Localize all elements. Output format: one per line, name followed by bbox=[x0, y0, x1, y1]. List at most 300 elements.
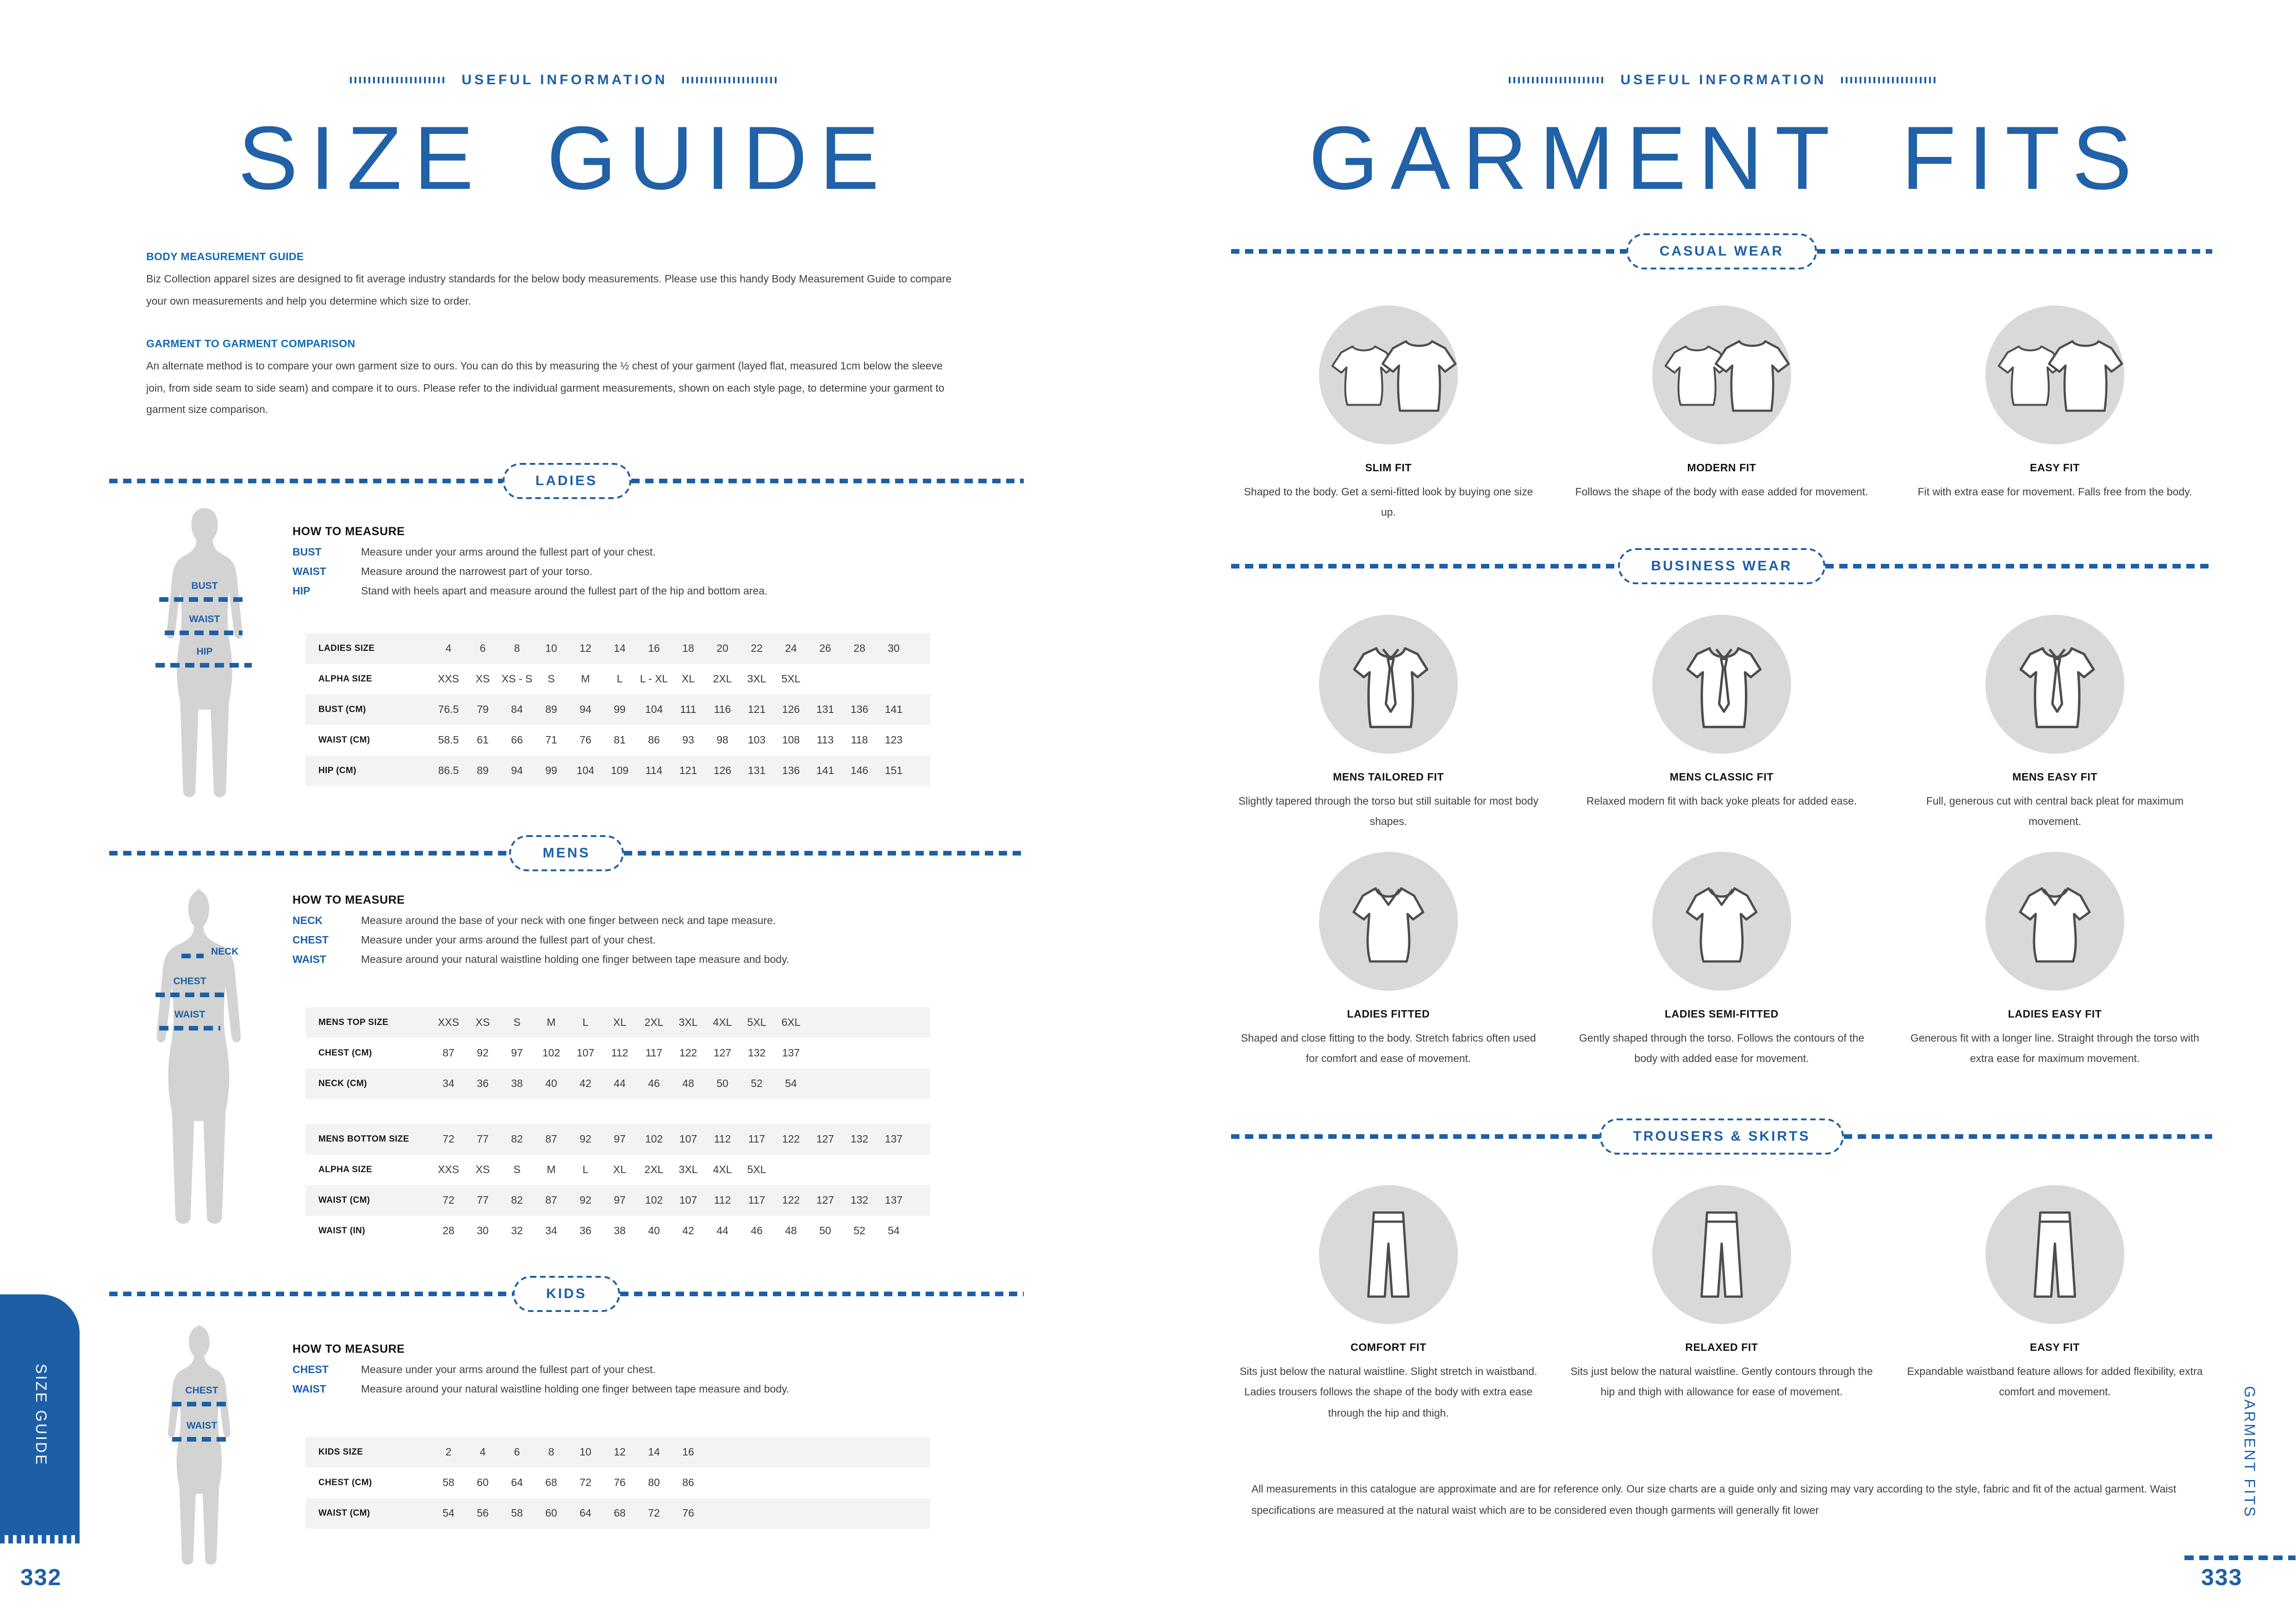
casual-wear-badge: CASUAL WEAR bbox=[1626, 233, 1817, 269]
table-cell: 126 bbox=[782, 704, 800, 715]
trousers-fits-row bbox=[1231, 1185, 2212, 1424]
table-cell: 46 bbox=[648, 1078, 660, 1089]
measure-item bbox=[292, 955, 977, 966]
table-cell: 14 bbox=[614, 643, 626, 654]
table-cell: XXS bbox=[437, 1164, 459, 1175]
table-cell: 141 bbox=[884, 704, 903, 715]
table-cell: 4XL bbox=[713, 1164, 732, 1175]
table-cell: 5XL bbox=[781, 674, 801, 685]
trousers-icon bbox=[1319, 1185, 1458, 1324]
table-cell bbox=[877, 1017, 911, 1028]
mens-badge: MENS bbox=[510, 835, 624, 871]
table-cell: 2XL bbox=[713, 674, 732, 685]
right-side-label-wrap bbox=[2240, 1359, 2257, 1544]
ladies-measure-list bbox=[292, 547, 977, 606]
table-cell: 56 bbox=[477, 1508, 489, 1519]
fit-column bbox=[1898, 615, 2212, 833]
measure-text: Measure around the base of your neck with one finger between neck and tape measure. bbox=[361, 916, 776, 927]
table-cell: 50 bbox=[716, 1078, 728, 1089]
table-cell: 136 bbox=[782, 765, 800, 776]
measure-label: WAIST bbox=[292, 1384, 326, 1395]
measure-label: CHEST bbox=[292, 935, 329, 946]
table-cell bbox=[740, 1447, 774, 1458]
table-cell: 109 bbox=[610, 765, 629, 776]
table-cell: 30 bbox=[477, 1225, 489, 1237]
table-cell: 54 bbox=[442, 1508, 454, 1519]
table-cell: 97 bbox=[511, 1048, 523, 1059]
fit-column bbox=[1564, 1185, 1879, 1424]
table-cell bbox=[808, 1017, 842, 1028]
table-cell bbox=[705, 1477, 740, 1488]
table-cell: 34 bbox=[545, 1225, 557, 1237]
measure-label: HIP bbox=[292, 586, 311, 597]
intro-heading-body-measurement: BODY MEASUREMENT GUIDE bbox=[146, 252, 304, 263]
fit-name: EASY FIT bbox=[2030, 1343, 2080, 1354]
table-cell: L - XL bbox=[640, 674, 668, 685]
fit-name: LADIES EASY FIT bbox=[2008, 1009, 2102, 1020]
table-cell: 127 bbox=[816, 1195, 834, 1206]
table-cell: 132 bbox=[747, 1048, 766, 1059]
table-cell: 50 bbox=[819, 1225, 831, 1237]
table-cell: 131 bbox=[747, 765, 766, 776]
table-cell: 36 bbox=[477, 1078, 489, 1089]
table-cell: 94 bbox=[511, 765, 523, 776]
table-cell bbox=[740, 1477, 774, 1488]
table-cell: 122 bbox=[782, 1195, 800, 1206]
table-cell: XL bbox=[681, 674, 695, 685]
table-cell: 44 bbox=[716, 1225, 728, 1237]
table-cell: 86.5 bbox=[438, 765, 459, 776]
table-row bbox=[305, 694, 930, 725]
table-row bbox=[305, 1007, 930, 1038]
table-cell: 2XL bbox=[644, 1164, 664, 1175]
measure-item bbox=[292, 1365, 977, 1376]
table-cell: 137 bbox=[782, 1048, 800, 1059]
table-cell: 104 bbox=[576, 765, 595, 776]
table-cell: 114 bbox=[645, 765, 663, 776]
measure-item bbox=[292, 547, 977, 558]
kids-badge: KIDS bbox=[513, 1276, 620, 1312]
table-cell bbox=[877, 1164, 911, 1175]
table-cell: 82 bbox=[511, 1195, 523, 1206]
table-cell: 94 bbox=[579, 704, 591, 715]
measure-label: CHEST bbox=[292, 1365, 329, 1376]
table-cell: 121 bbox=[679, 765, 697, 776]
left-page-number: 332 bbox=[20, 1565, 62, 1591]
table-cell: 76.5 bbox=[438, 704, 459, 715]
left-kicker bbox=[148, 72, 981, 88]
table-cell: 64 bbox=[579, 1508, 591, 1519]
table-cell: L bbox=[582, 1017, 589, 1028]
measure-text: Stand with heels apart and measure around the fullest part of the hip and bottom area. bbox=[361, 586, 768, 597]
table-row bbox=[305, 1185, 930, 1216]
table-row bbox=[305, 756, 930, 786]
measure-item bbox=[292, 586, 977, 597]
row-label: WAIST (CM) bbox=[318, 1195, 370, 1206]
mens-figure-neck-label: NECK bbox=[211, 946, 239, 957]
table-cell: 107 bbox=[679, 1134, 697, 1145]
dashed-divider bbox=[631, 479, 1024, 483]
table-cell bbox=[774, 1477, 808, 1488]
trousers-skirts-badge: TROUSERS & SKIRTS bbox=[1600, 1118, 1844, 1155]
measure-text: Measure under your arms around the fullest part of your chest. bbox=[361, 547, 656, 558]
ladies-top-icon bbox=[1319, 852, 1458, 991]
fit-name: LADIES FITTED bbox=[1347, 1009, 1430, 1020]
table-cell: 107 bbox=[679, 1195, 697, 1206]
mens-figure-waist-label: WAIST bbox=[174, 1009, 205, 1020]
ladies-how-to-measure-title: HOW TO MEASURE bbox=[292, 525, 405, 538]
fit-description: Fit with extra ease for movement. Falls free from the body. bbox=[1917, 487, 2192, 498]
fit-description: Shaped and close fitting to the body. Stretch fabrics often used for comfort and ease of movement. bbox=[1241, 1033, 1536, 1065]
right-page-number: 333 bbox=[2201, 1565, 2243, 1591]
table-cell: 112 bbox=[611, 1048, 628, 1059]
fit-column bbox=[1564, 852, 1879, 1070]
business-ladies-fits-row bbox=[1231, 852, 2212, 1070]
fit-name: MENS EASY FIT bbox=[2012, 772, 2097, 783]
measure-item bbox=[292, 935, 977, 946]
table-cell: 89 bbox=[545, 704, 557, 715]
table-cell: XS - S bbox=[501, 674, 533, 685]
table-cell bbox=[877, 674, 911, 685]
table-cell: XL bbox=[613, 1017, 627, 1028]
table-cell bbox=[877, 1078, 911, 1089]
table-row bbox=[305, 1155, 930, 1185]
fit-name: COMFORT FIT bbox=[1350, 1343, 1426, 1354]
table-cell: 60 bbox=[545, 1508, 557, 1519]
table-cell: 97 bbox=[614, 1195, 626, 1206]
table-cell: 82 bbox=[511, 1134, 523, 1145]
kids-how-to-measure-title: HOW TO MEASURE bbox=[292, 1343, 405, 1355]
ladies-size-table bbox=[305, 633, 930, 786]
table-cell: 72 bbox=[442, 1134, 454, 1145]
mens-bottom-size-table bbox=[305, 1124, 930, 1246]
table-cell: 32 bbox=[511, 1225, 523, 1237]
fit-name: LADIES SEMI-FITTED bbox=[1665, 1009, 1779, 1020]
table-cell: 102 bbox=[645, 1134, 663, 1145]
table-row bbox=[305, 1216, 930, 1246]
table-cell: 107 bbox=[576, 1048, 595, 1059]
dashed-divider bbox=[109, 479, 502, 483]
table-cell: 66 bbox=[511, 735, 523, 746]
fit-name: MENS CLASSIC FIT bbox=[1669, 772, 1774, 783]
table-cell bbox=[877, 1048, 911, 1059]
row-label: MENS TOP SIZE bbox=[318, 1018, 389, 1028]
dashed-divider bbox=[623, 851, 1024, 856]
table-cell: 116 bbox=[714, 704, 731, 715]
person-silhouette-icon bbox=[154, 1318, 250, 1578]
measure-label: BUST bbox=[292, 547, 322, 558]
measure-label: WAIST bbox=[292, 567, 326, 578]
shirt-tie-icon bbox=[1985, 615, 2124, 754]
table-cell: 40 bbox=[648, 1225, 660, 1237]
table-cell: 146 bbox=[850, 765, 869, 776]
table-cell: 42 bbox=[682, 1225, 694, 1237]
ladies-badge: LADIES bbox=[502, 463, 631, 499]
business-mens-fits-row bbox=[1231, 615, 2212, 833]
table-cell: 46 bbox=[751, 1225, 763, 1237]
tee-shirts-icon bbox=[1319, 306, 1458, 444]
table-cell: 137 bbox=[884, 1195, 903, 1206]
table-cell: 48 bbox=[682, 1078, 694, 1089]
dashed-divider bbox=[1231, 249, 1626, 254]
row-label: WAIST (CM) bbox=[318, 1508, 370, 1518]
table-row bbox=[305, 1468, 930, 1498]
fit-description: Relaxed modern fit with back yoke pleats for added ease. bbox=[1586, 796, 1857, 807]
table-cell: 86 bbox=[648, 735, 660, 746]
dashed-divider bbox=[1826, 564, 2212, 568]
dashed-divider bbox=[1844, 1134, 2213, 1139]
fit-description: Generous fit with a longer line. Straight through the torso with extra ease for maximum movement. bbox=[1910, 1033, 2199, 1065]
table-cell: 2XL bbox=[644, 1017, 664, 1028]
table-cell: 3XL bbox=[747, 674, 766, 685]
table-cell: 102 bbox=[542, 1048, 560, 1059]
right-kicker-label: USEFUL INFORMATION bbox=[1620, 72, 1827, 88]
table-cell bbox=[842, 1164, 877, 1175]
table-cell bbox=[808, 1508, 842, 1519]
fit-column bbox=[1564, 615, 1879, 833]
row-label: NECK (CM) bbox=[318, 1079, 367, 1089]
table-cell: 68 bbox=[545, 1477, 557, 1488]
row-label: LADIES SIZE bbox=[318, 643, 375, 654]
row-label: WAIST (CM) bbox=[318, 735, 370, 745]
fit-description: Sits just below the natural waistline. Gently contours through the hip and thigh with allowance for ease of movement. bbox=[1570, 1367, 1873, 1399]
fit-column bbox=[1231, 1185, 1546, 1424]
shirt-tie-icon bbox=[1652, 615, 1791, 754]
size-guide-corner-tab bbox=[0, 1294, 80, 1535]
table-cell bbox=[842, 674, 877, 685]
kids-size-table bbox=[305, 1437, 930, 1529]
measure-text: Measure around your natural waistline holding one finger between tape measure and body. bbox=[361, 1384, 790, 1395]
table-cell: 8 bbox=[514, 643, 520, 654]
table-cell: XS bbox=[475, 1164, 490, 1175]
table-cell: 68 bbox=[614, 1508, 626, 1519]
table-cell bbox=[705, 1447, 740, 1458]
table-cell: 58 bbox=[442, 1477, 454, 1488]
table-cell: 112 bbox=[714, 1195, 731, 1206]
measurements-disclaimer: All measurements in this catalogue are approximate and are for reference only. Our size charts are a guide only and sizing may vary according to the style, fabric and fit of the actual garment. Waist specifications are measured at the natural waist which are to be considered even though garments will generally fit lower bbox=[1251, 1484, 2177, 1517]
fit-description: Gently shaped through the torso. Follows the contours of the body with added ease for movement. bbox=[1579, 1033, 1865, 1065]
table-cell bbox=[705, 1508, 740, 1519]
bust-measure-line bbox=[159, 597, 248, 602]
table-cell bbox=[842, 1048, 877, 1059]
table-cell: 127 bbox=[713, 1048, 732, 1059]
tick-divider bbox=[1508, 77, 1605, 83]
fit-column bbox=[1898, 852, 2212, 1070]
table-cell: M bbox=[547, 1017, 556, 1028]
mens-figure-chest-label: CHEST bbox=[173, 976, 206, 987]
measure-item bbox=[292, 1384, 977, 1395]
tab-perforated-edge bbox=[0, 1535, 80, 1543]
fit-description: Slightly tapered through the torso but still suitable for most body shapes. bbox=[1238, 796, 1539, 828]
intro-paragraph-garment-comparison: An alternate method is to compare your own garment size to ours. You can do this by measuring the ½ chest of your garment (layed flat, measured 1cm below the sleeve join, from side seam to side seam) and compare it to ours. Please refer to the individual garment measurements, shown on each style page, to determine your garment to garment size comparison. bbox=[146, 361, 945, 416]
business-wear-badge: BUSINESS WEAR bbox=[1618, 548, 1825, 584]
table-cell: 76 bbox=[579, 735, 591, 746]
table-cell bbox=[842, 1508, 877, 1519]
table-cell: 98 bbox=[716, 735, 728, 746]
table-cell: 92 bbox=[579, 1134, 591, 1145]
measure-text: Measure around your natural waistline holding one finger between tape measure and body. bbox=[361, 955, 790, 966]
dashed-divider bbox=[1231, 1134, 1600, 1139]
chest-measure-line bbox=[172, 1402, 231, 1406]
table-cell: 38 bbox=[614, 1225, 626, 1237]
table-cell: 10 bbox=[579, 1447, 591, 1458]
table-cell: 99 bbox=[545, 765, 557, 776]
table-cell: 121 bbox=[747, 704, 766, 715]
intro-heading-garment-comparison: GARMENT TO GARMENT COMPARISON bbox=[146, 339, 355, 350]
table-cell bbox=[740, 1508, 774, 1519]
table-cell: S bbox=[548, 674, 555, 685]
tee-shirts-icon bbox=[1985, 306, 2124, 444]
waist-measure-line bbox=[159, 1026, 220, 1031]
dashed-divider bbox=[109, 1292, 513, 1296]
mens-section-badge-row bbox=[109, 835, 1024, 871]
table-cell: 117 bbox=[748, 1195, 765, 1206]
table-cell: 87 bbox=[545, 1134, 557, 1145]
table-cell: 40 bbox=[545, 1078, 557, 1089]
table-cell: 81 bbox=[614, 735, 626, 746]
table-cell: 61 bbox=[477, 735, 489, 746]
measure-text: Measure under your arms around the fullest part of your chest. bbox=[361, 935, 656, 946]
table-cell: 58.5 bbox=[438, 735, 459, 746]
measure-label: NECK bbox=[292, 916, 323, 927]
table-cell: 132 bbox=[850, 1134, 869, 1145]
table-cell: L bbox=[616, 674, 623, 685]
table-cell: XS bbox=[475, 1017, 490, 1028]
measure-label: WAIST bbox=[292, 955, 326, 966]
left-page-title: SIZE GUIDE bbox=[238, 107, 891, 208]
table-cell: 117 bbox=[748, 1134, 765, 1145]
table-cell bbox=[808, 1078, 842, 1089]
tee-shirts-icon bbox=[1652, 306, 1791, 444]
measure-item bbox=[292, 916, 977, 927]
table-cell: M bbox=[581, 674, 590, 685]
waist-measure-line bbox=[165, 631, 243, 635]
table-cell: 6 bbox=[479, 643, 486, 654]
fit-description: Expandable waistband feature allows for added flexibility, extra comfort and movement. bbox=[1907, 1367, 2203, 1399]
dashed-divider bbox=[1231, 564, 1618, 568]
table-cell: 4XL bbox=[713, 1017, 732, 1028]
table-cell: 48 bbox=[785, 1225, 797, 1237]
table-cell: 72 bbox=[579, 1477, 591, 1488]
trousers-skirts-badge-row bbox=[1231, 1118, 2212, 1155]
table-cell: 71 bbox=[545, 735, 557, 746]
dashed-divider bbox=[1817, 249, 2212, 254]
trousers-icon bbox=[1652, 1185, 1791, 1324]
table-cell: 3XL bbox=[678, 1164, 698, 1175]
table-cell: 72 bbox=[442, 1195, 454, 1206]
hip-measure-line bbox=[156, 663, 252, 668]
row-label: CHEST (CM) bbox=[318, 1478, 372, 1488]
fit-description: Full, generous cut with central back pleat for maximum movement. bbox=[1926, 796, 2184, 828]
table-cell: 86 bbox=[682, 1477, 694, 1488]
row-label: BUST (CM) bbox=[318, 705, 366, 715]
fit-column bbox=[1231, 306, 1546, 524]
tick-divider bbox=[349, 77, 447, 83]
table-cell: XXS bbox=[437, 1017, 459, 1028]
table-cell: 118 bbox=[851, 735, 868, 746]
table-cell: 113 bbox=[816, 735, 834, 746]
table-cell: 136 bbox=[850, 704, 869, 715]
table-cell: 54 bbox=[785, 1078, 797, 1089]
table-cell: 92 bbox=[477, 1048, 489, 1059]
fit-description: Sits just below the natural waistline. Slight stretch in waistband. Ladies trousers follows the shape of the body with extra ease through the hip and thigh. bbox=[1239, 1367, 1537, 1419]
table-cell: 117 bbox=[645, 1048, 663, 1059]
table-cell: 79 bbox=[477, 704, 489, 715]
table-cell bbox=[842, 1447, 877, 1458]
table-cell: 6XL bbox=[781, 1017, 801, 1028]
ladies-figure-hip-label: HIP bbox=[196, 646, 213, 657]
table-cell: L bbox=[582, 1164, 589, 1175]
chest-measure-line bbox=[156, 993, 224, 997]
table-cell: 26 bbox=[819, 643, 831, 654]
table-cell: 22 bbox=[751, 643, 763, 654]
right-page-title: GARMENT FITS bbox=[1308, 107, 2144, 208]
table-cell bbox=[808, 1164, 842, 1175]
table-cell: 93 bbox=[682, 735, 694, 746]
table-cell: 5XL bbox=[747, 1017, 766, 1028]
right-side-vertical-label: GARMENT FITS bbox=[2241, 1386, 2257, 1518]
fit-column bbox=[1231, 615, 1546, 833]
table-cell: 122 bbox=[679, 1048, 697, 1059]
row-label: ALPHA SIZE bbox=[318, 1165, 373, 1175]
table-cell: 8 bbox=[548, 1447, 554, 1458]
table-cell: 16 bbox=[682, 1447, 694, 1458]
ladies-top-icon bbox=[1652, 852, 1791, 991]
table-cell: 123 bbox=[884, 735, 903, 746]
table-cell: 52 bbox=[751, 1078, 763, 1089]
casual-wear-badge-row bbox=[1231, 233, 2212, 269]
mens-measure-list bbox=[292, 916, 977, 974]
table-row bbox=[305, 1437, 930, 1468]
table-cell: 127 bbox=[816, 1134, 834, 1145]
table-row bbox=[305, 664, 930, 694]
table-cell: 36 bbox=[579, 1225, 591, 1237]
table-cell: 80 bbox=[648, 1477, 660, 1488]
measure-text: Measure under your arms around the fullest part of your chest. bbox=[361, 1365, 656, 1376]
table-cell: 99 bbox=[614, 704, 626, 715]
measure-item bbox=[292, 567, 977, 578]
table-cell: 131 bbox=[816, 704, 834, 715]
table-cell: 141 bbox=[816, 765, 834, 776]
kids-section-badge-row bbox=[109, 1276, 1024, 1312]
table-cell bbox=[877, 1508, 911, 1519]
tick-divider bbox=[683, 77, 780, 83]
table-cell: 4 bbox=[479, 1447, 486, 1458]
table-row bbox=[305, 1124, 930, 1155]
table-cell: S bbox=[513, 1164, 521, 1175]
table-cell bbox=[877, 1447, 911, 1458]
table-cell bbox=[877, 1477, 911, 1488]
fit-description: Shaped to the body. Get a semi-fitted look by buying one size up. bbox=[1244, 487, 1533, 519]
left-kicker-label: USEFUL INFORMATION bbox=[461, 72, 668, 88]
table-cell: 76 bbox=[614, 1477, 626, 1488]
table-cell: 38 bbox=[511, 1078, 523, 1089]
tick-divider bbox=[1842, 77, 1939, 83]
intro-paragraph-body-measurement: Biz Collection apparel sizes are designed to fit average industry standards for the below body measurements. Please use this handy Body Measurement Guide to compare your own measurements and help you determine which size to order. bbox=[146, 274, 952, 307]
fit-column bbox=[1898, 1185, 2212, 1424]
measure-text: Measure around the narrowest part of your torso. bbox=[361, 567, 592, 578]
table-row bbox=[305, 633, 930, 664]
table-cell: 87 bbox=[545, 1195, 557, 1206]
table-cell: 14 bbox=[648, 1447, 660, 1458]
table-cell: XS bbox=[475, 674, 490, 685]
mens-how-to-measure-title: HOW TO MEASURE bbox=[292, 893, 405, 906]
row-label: CHEST (CM) bbox=[318, 1048, 372, 1058]
ladies-section-badge-row bbox=[109, 463, 1024, 499]
table-cell bbox=[774, 1164, 808, 1175]
waist-measure-line bbox=[172, 1437, 231, 1442]
fit-name: SLIM FIT bbox=[1365, 463, 1412, 474]
